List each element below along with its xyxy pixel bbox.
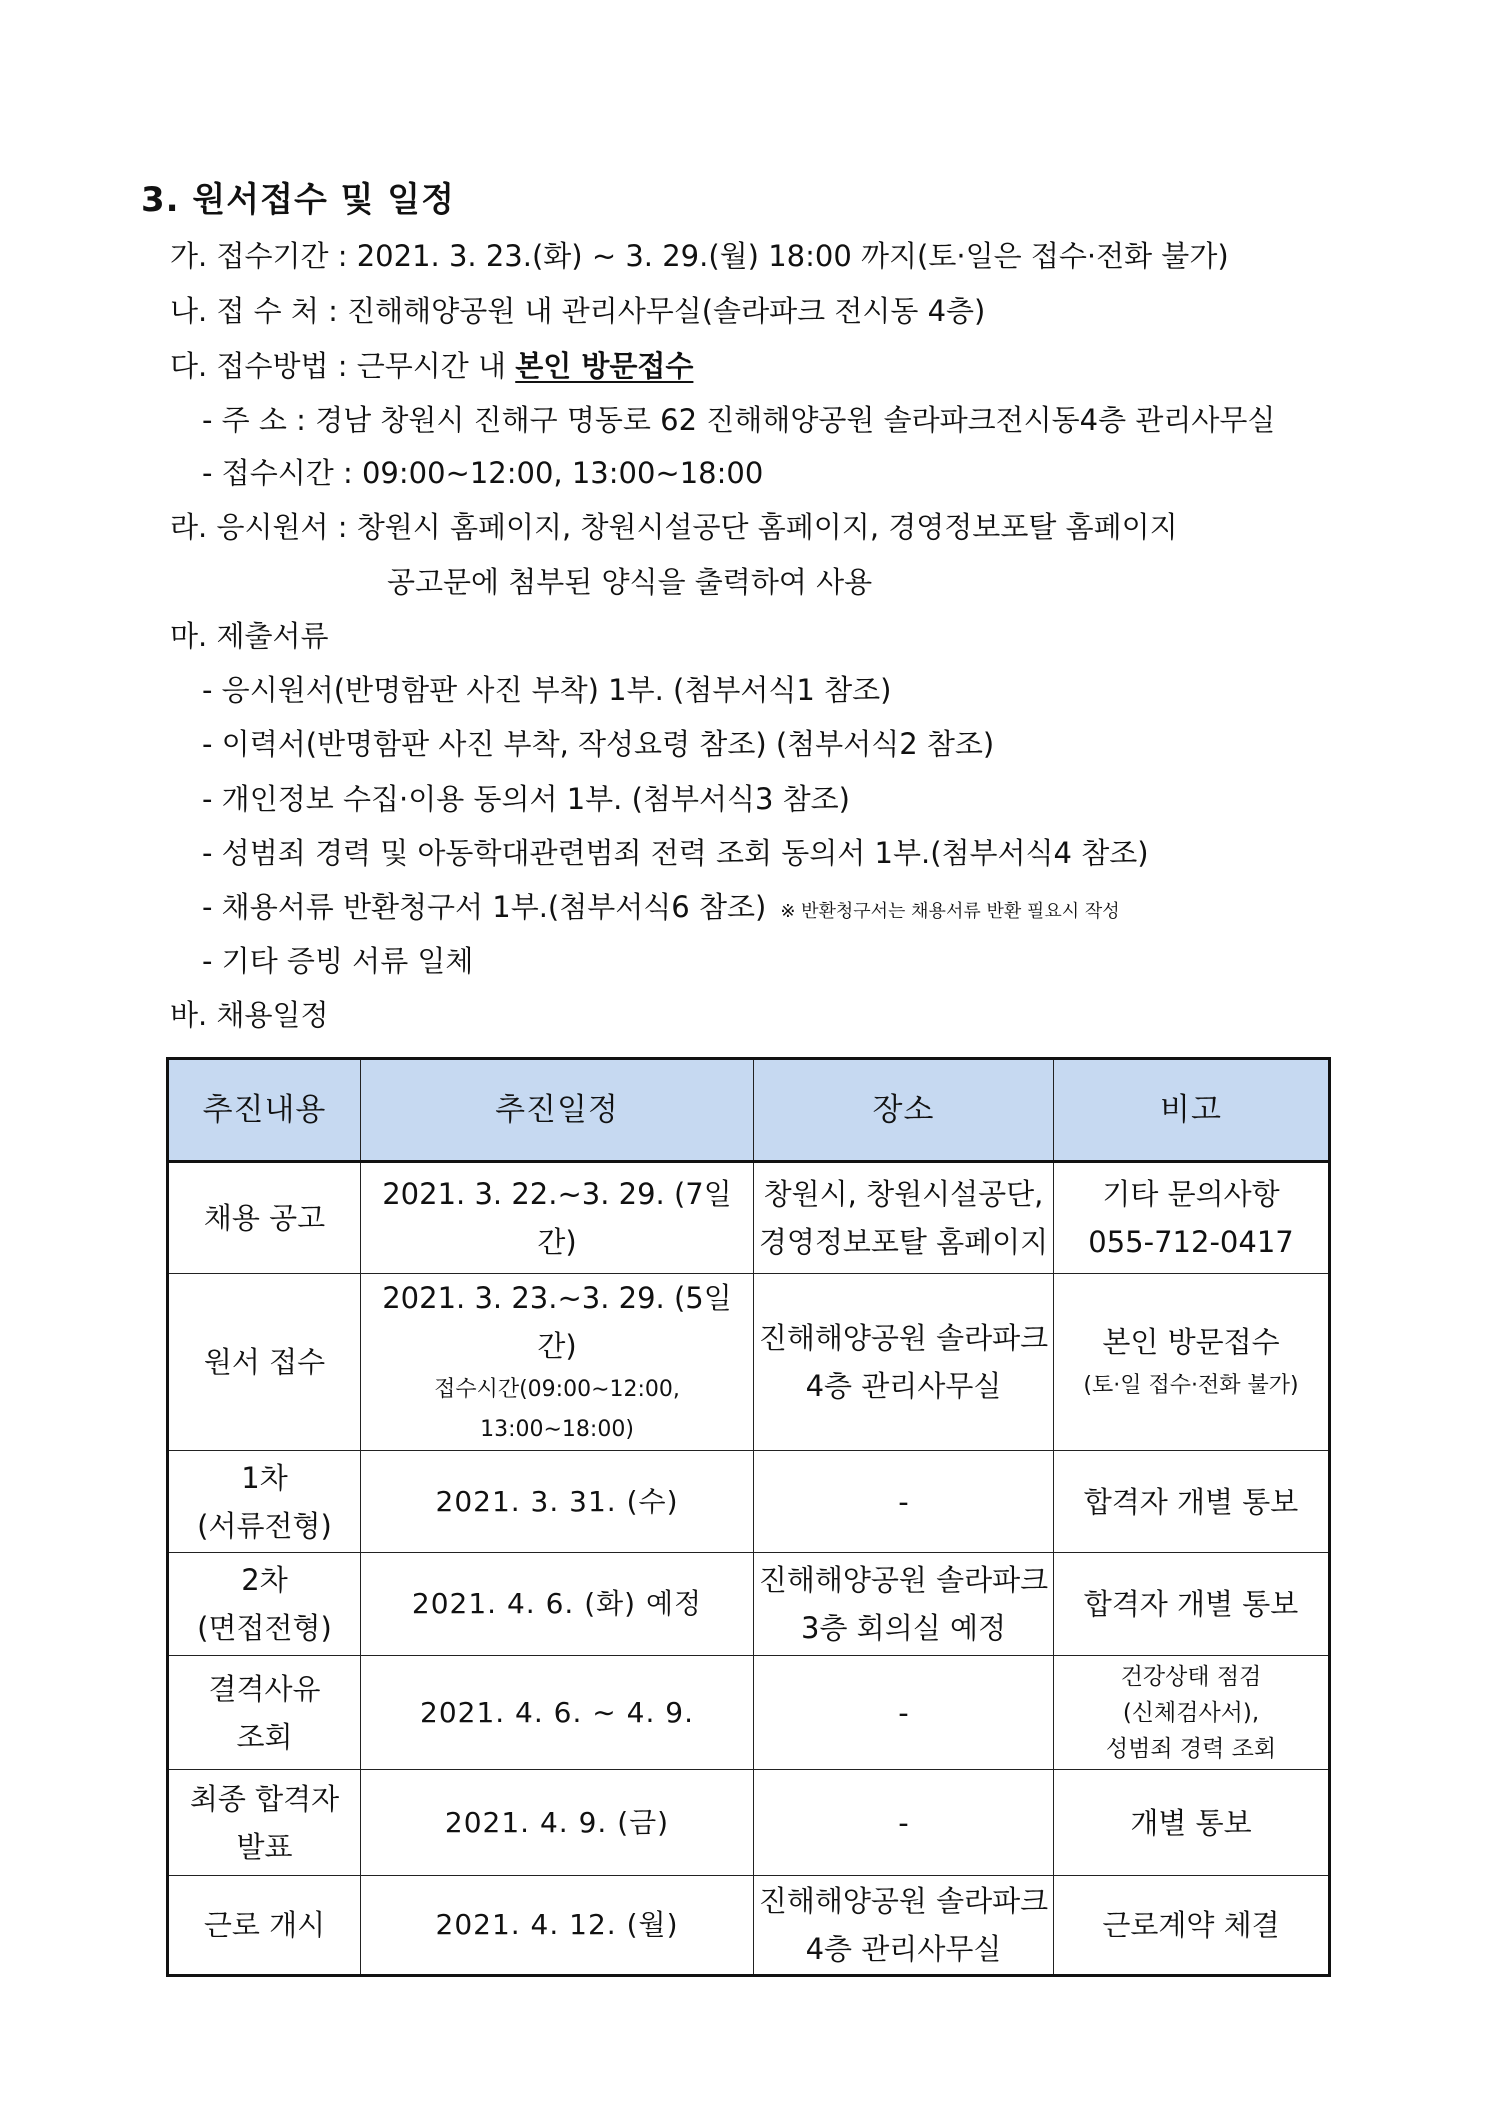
item-da xyxy=(170,346,693,386)
item-ra-2: 공고문에 첨부된 양식을 출력하여 사용 xyxy=(387,565,873,599)
cell-remark xyxy=(1054,1770,1330,1876)
doc-item: - 응시원서(반명함판 사진 부착) 1부. (첨부서식1 참조) xyxy=(202,673,892,707)
cell-schedule xyxy=(361,1876,754,1976)
cell-text: 2021. 4. 12. (월) xyxy=(435,1908,679,1941)
cell-text: 결격사유 xyxy=(208,1671,321,1706)
doc-item: - 채용서류 반환청구서 1부.(첨부서식6 참조) xyxy=(202,890,767,924)
cell-remark xyxy=(1054,1274,1330,1451)
cell-schedule xyxy=(361,1656,754,1770)
doc-note: ※ 반환청구서는 채용서류 반환 필요시 작성 xyxy=(780,901,1120,922)
item-da-prefix: 다. 접수방법 : 근무시간 내 xyxy=(170,349,516,383)
table-row xyxy=(168,1876,1330,1976)
cell-text: - xyxy=(898,1805,909,1840)
cell-text: 합격자 개별 통보 xyxy=(1083,1484,1299,1519)
table-row xyxy=(168,1274,1330,1451)
cell-text: 2021. 4. 9. (금) xyxy=(444,1805,670,1839)
cell-text: 4층 관리사무실 xyxy=(805,1932,1002,1966)
cell-remark xyxy=(1054,1876,1330,1976)
doc-item: - 개인정보 수집·이용 동의서 1부. (첨부서식3 참조) xyxy=(202,782,850,816)
cell-place xyxy=(754,1876,1054,1976)
cell-item xyxy=(168,1274,361,1451)
cell-text: 3층 회의실 예정 xyxy=(801,1611,1006,1645)
cell-text: 2차 xyxy=(241,1563,288,1597)
cell-text: 본인 방문접수 xyxy=(1102,1325,1280,1359)
cell-subtext: 접수시간(09:00∼12:00, 13:00∼18:00) xyxy=(434,1377,680,1442)
cell-place xyxy=(754,1770,1054,1876)
cell-place xyxy=(754,1451,1054,1553)
doc-item-with-note xyxy=(202,887,1120,927)
cell-place xyxy=(754,1274,1054,1451)
item-na: 나. 접 수 처 : 진해해양공원 내 관리사무실(솔라파크 전시동 4층) xyxy=(170,294,986,328)
cell-text: 근로 개시 xyxy=(203,1908,326,1942)
cell-text: 2021. 4. 6. ∼ 4. 9. xyxy=(420,1695,694,1729)
cell-text: 진해해양공원 솔라파크 xyxy=(758,1884,1049,1918)
cell-schedule xyxy=(361,1451,754,1553)
cell-schedule xyxy=(361,1274,754,1451)
cell-remark xyxy=(1054,1656,1330,1770)
header-schedule: 추진일정 xyxy=(361,1059,754,1162)
cell-text: 개별 통보 xyxy=(1130,1805,1252,1840)
cell-item xyxy=(168,1770,361,1876)
cell-text: - xyxy=(898,1695,909,1730)
cell-text: 발표 xyxy=(236,1829,293,1864)
item-da-hours: - 접수시간 : 09:00∼12:00, 13:00∼18:00 xyxy=(202,456,764,490)
cell-text: - xyxy=(898,1484,909,1519)
cell-text: 2021. 4. 6. (화) 예정 xyxy=(411,1587,703,1620)
cell-schedule xyxy=(361,1770,754,1876)
doc-item: - 성범죄 경력 및 아동학대관련범죄 전력 조회 동의서 1부.(첨부서식4 참조) xyxy=(202,836,1149,870)
cell-text: 채용 공고 xyxy=(203,1201,326,1235)
cell-item xyxy=(168,1451,361,1553)
cell-item xyxy=(168,1876,361,1976)
cell-text: 근로계약 체결 xyxy=(1102,1908,1280,1942)
cell-text: 055-712-0417 xyxy=(1088,1225,1294,1259)
cell-text: 진해해양공원 솔라파크 xyxy=(758,1321,1049,1355)
header-place: 장소 xyxy=(754,1059,1054,1162)
cell-subtext: (토·일 접수·전화 불가) xyxy=(1083,1373,1299,1398)
cell-text: 경영정보포탈 홈페이지 xyxy=(758,1225,1049,1259)
cell-remark xyxy=(1054,1451,1330,1553)
table-row xyxy=(168,1162,1330,1274)
cell-subtext: (신체검사서), xyxy=(1122,1699,1260,1726)
cell-text: 원서 접수 xyxy=(203,1345,326,1379)
item-ga: 가. 접수기간 : 2021. 3. 23.(화) ~ 3. 29.(월) 18:00 까지(토·일은 접수·전화 불가) xyxy=(170,239,1229,273)
section-heading: 3. 원서접수 및 일정 xyxy=(141,180,455,220)
table-row xyxy=(168,1656,1330,1770)
cell-schedule xyxy=(361,1162,754,1274)
table-row xyxy=(168,1553,1330,1656)
table-row xyxy=(168,1451,1330,1553)
cell-place xyxy=(754,1162,1054,1274)
cell-subtext: 성범죄 경력 조회 xyxy=(1105,1735,1277,1762)
item-ba: 바. 채용일정 xyxy=(170,998,329,1032)
header-item: 추진내용 xyxy=(168,1059,361,1162)
cell-text: 기타 문의사항 xyxy=(1102,1177,1280,1211)
cell-place xyxy=(754,1656,1054,1770)
cell-place xyxy=(754,1553,1054,1656)
item-da-emphasis: 본인 방문접수 xyxy=(515,349,694,383)
item-da-address: - 주 소 : 경남 창원시 진해구 명동로 62 진해해양공원 솔라파크전시동4층 관리사무실 xyxy=(202,403,1276,437)
cell-text: (면접전형) xyxy=(197,1611,332,1645)
item-ma: 마. 제출서류 xyxy=(170,619,329,653)
cell-item xyxy=(168,1656,361,1770)
table-header-row xyxy=(168,1059,1330,1162)
doc-item: - 이력서(반명함판 사진 부착, 작성요령 참조) (첨부서식2 참조) xyxy=(202,727,995,761)
cell-remark xyxy=(1054,1162,1330,1274)
cell-text: 조회 xyxy=(236,1719,293,1754)
header-remark: 비고 xyxy=(1054,1059,1330,1162)
cell-text: 1차 xyxy=(241,1460,288,1495)
cell-text: 합격자 개별 통보 xyxy=(1083,1587,1299,1621)
cell-text: (서류전형) xyxy=(197,1508,332,1543)
cell-item xyxy=(168,1553,361,1656)
cell-subtext: 건강상태 점검 xyxy=(1120,1663,1262,1690)
schedule-table xyxy=(166,1057,1331,1977)
cell-text: 2021. 3. 31. (수) xyxy=(435,1484,679,1518)
table-row xyxy=(168,1770,1330,1876)
cell-text: 최종 합격자 xyxy=(189,1781,340,1816)
cell-item xyxy=(168,1162,361,1274)
cell-text: 창원시, 창원시설공단, xyxy=(763,1177,1044,1211)
cell-text: 2021. 3. 22.∼3. 29. (7일간) xyxy=(382,1177,732,1259)
item-ra-1: 라. 응시원서 : 창원시 홈페이지, 창원시설공단 홈페이지, 경영정보포탈 홈페이지 xyxy=(170,510,1178,544)
cell-text: 2021. 3. 23.∼3. 29. (5일간) xyxy=(382,1281,732,1363)
doc-item: - 기타 증빙 서류 일체 xyxy=(202,944,474,978)
cell-remark xyxy=(1054,1553,1330,1656)
cell-text: 4층 관리사무실 xyxy=(805,1369,1002,1403)
cell-text: 진해해양공원 솔라파크 xyxy=(758,1563,1049,1597)
cell-schedule xyxy=(361,1553,754,1656)
